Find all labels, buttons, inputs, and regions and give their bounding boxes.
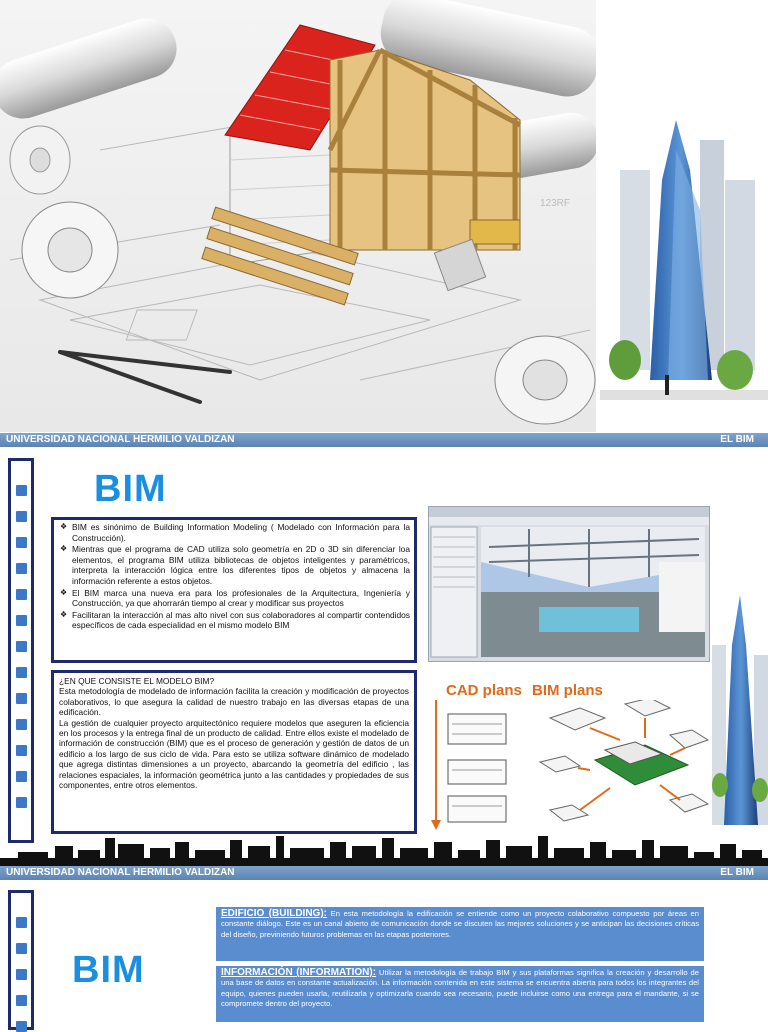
rail-square-icon	[16, 943, 27, 954]
house-construction-image	[0, 0, 768, 432]
edificio-text: En esta metodología la edificación se entiende como un proyecto colaborativo compuesto por áreas en constante diálogo. Este es un canal abierto de comunicación donde se discuten las mejores soluciones y se anticipan las decisiones críticas del diseño, previniendo futuros problemas en las etapas posteriores.	[221, 909, 699, 939]
bim-plans-label: BIM plans	[532, 682, 603, 699]
city-skyline	[0, 834, 768, 864]
cad-bim-comparison-image	[430, 700, 710, 835]
definition-box	[51, 517, 417, 663]
rail-square-icon	[16, 719, 27, 730]
section-title: BIM	[94, 468, 167, 510]
topic-label: EL BIM	[720, 434, 754, 445]
rail-square-icon	[16, 615, 27, 626]
rail-square-icon	[16, 563, 27, 574]
bullet-item: ❖ Mientras que el programa de CAD utiliza solo geometría en 2D o 3D sin diferenciar loa elementos, el programa BIM utiliza bibliotecas de objetos inteligentes y paramétricos, interpreta la interacción lógica entre los diferentes tipos de objetos y almacena la información referente a estos objetos.	[58, 544, 410, 586]
paragraph: Esta metodología de modelado de información facilita la creación y modificación de proyectos colaborativos, lo que asegura la calidad de nuestro trabajo en las diversas etapas de una edificación.	[59, 686, 409, 718]
definition-list	[54, 520, 414, 631]
edificio-heading: EDIFICIO (BUILDING):	[221, 908, 327, 919]
rail-squares	[11, 461, 31, 808]
skyscraper-image	[712, 585, 768, 835]
paragraph: La gestión de cualquier proyecto arquitectónico requiere modelos que aseguren la eficiencia en los procesos y la entrega final de un producto de calidad. Entre ellos existe el modelado de información de construcción (BIM) que es el proceso de generación y gestión de datos de un edificio a los largo de sus ciclo de vida. Para esto se utiliza software dinámico de modelado que agrega distintas dimensiones a un proyecto, abarcando la geometría del edificio , las relaciones espaciales, la información geométrica junto a las cantidades y propiedades de sus componentes, entre otros elementos.	[59, 717, 409, 791]
cad-plans-label: CAD plans	[446, 682, 522, 699]
rail-square-icon	[16, 995, 27, 1006]
informacion-box	[216, 966, 704, 1022]
question-heading: ¿EN QUE CONSISTE EL MODELO BIM?	[59, 676, 215, 686]
software-screenshot	[428, 506, 710, 662]
skyline-silhouette	[0, 834, 768, 866]
section-title: BIM	[72, 949, 145, 991]
rail-square-icon	[16, 485, 27, 496]
watermark-text: 123RF	[540, 198, 571, 209]
rail-square-icon	[16, 693, 27, 704]
description-text	[54, 673, 414, 790]
rail-square-icon	[16, 537, 27, 548]
rail-square-icon	[16, 667, 27, 678]
bullet-item: ❖ Facilitaran la interacción al mas alto nivel con sus colaboradores al compartir contendidos específicos de cada especialidad en el mismo modelo BIM	[58, 610, 410, 631]
rail-square-icon	[16, 917, 27, 928]
rail-square-icon	[16, 1021, 27, 1032]
description-box	[51, 670, 417, 834]
bullet-item: ❖ BIM es sinónimo de Building Information Modeling ( Modelado con Información para la Construcción).	[58, 522, 410, 543]
university-name: UNIVERSIDAD NACIONAL HERMILIO VALDIZAN	[6, 434, 235, 445]
informacion-text: Utilizar la metodología de trabajo BIM y sus plataformas significa la creación y desarrollo de una base de datos en constante actualización. La información contenida en este sistema se encuentra abierta para todos los integrantes del equipo, quienes pueden usarla, reutilizarla y optimizarla cuando sea necesario, puede incluirse como una entrega para el mandante, si se compromete dentro del proyecto.	[221, 968, 699, 1009]
tower-image	[712, 585, 768, 835]
edificio-box	[216, 907, 704, 961]
cad-bim-diagram	[430, 700, 710, 835]
rail-squares	[11, 893, 31, 1032]
rail-square-icon	[16, 771, 27, 782]
university-name: UNIVERSIDAD NACIONAL HERMILIO VALDIZAN	[6, 867, 235, 878]
left-rail	[8, 458, 34, 843]
rail-square-icon	[16, 511, 27, 522]
bullet-item: ❖ El BIM marca una nueva era para los profesionales de la Arquitectura, Ingeniería y Construcción, ya que ahorrarán tiempo al crear y modificar sus proyectos	[58, 588, 410, 609]
rail-square-icon	[16, 745, 27, 756]
left-rail	[8, 890, 34, 1030]
rail-square-icon	[16, 641, 27, 652]
rail-square-icon	[16, 797, 27, 808]
render-viewport-image	[429, 507, 709, 661]
rail-square-icon	[16, 969, 27, 980]
informacion-heading: INFORMACIÓN (INFORMATION):	[221, 967, 377, 978]
topic-label: EL BIM	[720, 867, 754, 878]
hero-illustration	[0, 0, 768, 432]
rail-square-icon	[16, 589, 27, 600]
header-bar	[0, 866, 768, 880]
header-bar	[0, 433, 768, 447]
